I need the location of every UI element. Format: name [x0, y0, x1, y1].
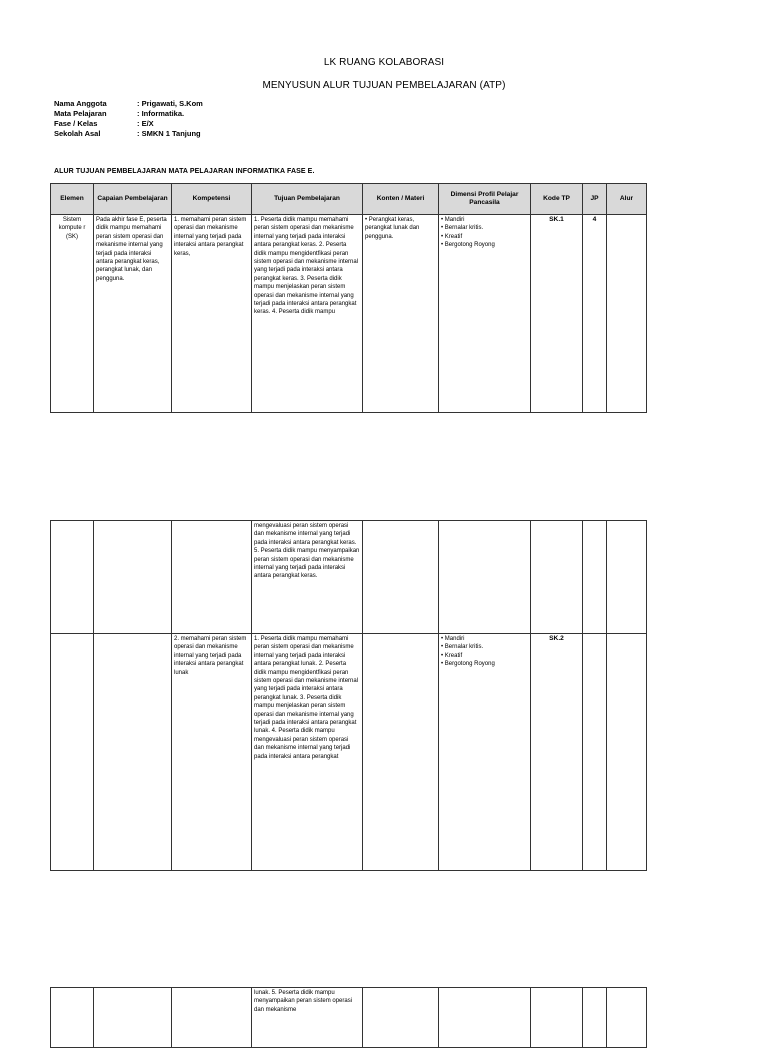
meta-label: Nama Anggota	[54, 99, 107, 108]
cell-tujuan: 1. Peserta didik mampu memahami peran sistem operasi dan mekanisme internal yang terjadi pada interaksi antara perangkat lunak. 2. Peserta didik mampu mengidentfikasi peran sistem operasi dan mekanisme internal yang terjadi pada interaksi antara perangkat lunak. 3. Peserta didik mampu menjelaskan peran sistem operasi dan mekanisme internal yang terjadi pada interaksi antara perangkat lunak. 4. Peserta didik mampu mengevaluasi peran sistem operasi dan mekanisme internal yang terjadi pada interaksi antara perangkat	[252, 634, 363, 871]
meta-row-mapel	[54, 109, 203, 119]
cell-capaian	[94, 634, 172, 871]
header-tujuan: Tujuan Pembelajaran	[252, 184, 363, 215]
cell-konten	[363, 988, 439, 1048]
atp-table-page-1	[50, 183, 647, 413]
list-item: • Mandiri	[441, 635, 528, 643]
list-item: • Kreatif	[441, 652, 528, 660]
cell-konten: • Perangkat keras, perangkat lunak dan pengguna.	[363, 215, 439, 413]
cell-capaian	[94, 521, 172, 634]
cell-tujuan: 1. Peserta didik mampu memahami peran sistem operasi dan mekanisme internal yang terjadi pada interaksi antara perangkat keras. 2. Peserta didik mampu mengidentfikasi peran sistem operasi dan mekanisme internal yang terjadi pada interaksi antara perangkat keras. 3. Peserta didik mampu menjelaskan peran sistem operasi dan mekanisme internal yang terjadi pada interaksi antara perangkat keras. 4. Peserta didik mampu	[252, 215, 363, 413]
document-title: LK RUANG KOLABORASI	[323, 57, 445, 68]
cell-jp: 4	[583, 215, 607, 413]
dimensi-list	[441, 216, 528, 250]
header-konten: Konten / Materi	[363, 184, 439, 215]
cell-konten	[363, 634, 439, 871]
cell-tujuan: mengevaluasi peran sistem operasi dan mekanisme internal yang terjadi pada interaksi antara perangkat keras. 5. Peserta didik mampu menyampaikan peran sistem operasi dan mekanisme internal yang terjadi pada interaksi antara perangkat keras.	[252, 521, 363, 634]
cell-elemen: Sistem kompute r (SK)	[51, 215, 94, 413]
cell-dimensi	[439, 215, 531, 413]
list-item: • Bernalar kritis.	[441, 224, 528, 232]
meta-label: Fase / Kelas	[54, 119, 98, 128]
meta-row-nama	[54, 99, 203, 109]
header-capaian: Capaian Pembelajaran	[94, 184, 172, 215]
table-row	[51, 988, 647, 1048]
cell-alur	[607, 215, 647, 413]
meta-value: : SMKN 1 Tanjung	[137, 129, 201, 138]
cell-dimensi	[439, 634, 531, 871]
cell-kompetensi	[172, 988, 252, 1048]
cell-capaian: Pada akhir fase E, peserta didik mampu memahami peran sistem operasi dan mekanisme internal yang terjadi pada interaksi antara perangkat keras, perangkat lunak, dan pengguna.	[94, 215, 172, 413]
meta-value: : Prigawati, S.Kom	[137, 99, 203, 108]
dimensi-list	[441, 635, 528, 669]
atp-table-page-2	[50, 520, 647, 871]
table-row	[51, 634, 647, 871]
meta-label: Sekolah Asal	[54, 129, 101, 138]
cell-jp	[583, 634, 607, 871]
cell-kompetensi: 1. memahami peran sistem operasi dan mekanisme internal yang terjadi pada interaksi antara perangkat keras,	[172, 215, 252, 413]
cell-jp	[583, 521, 607, 634]
cell-kompetensi	[172, 521, 252, 634]
atp-table-page-3	[50, 987, 647, 1048]
header-elemen: Elemen	[51, 184, 94, 215]
cell-elemen	[51, 521, 94, 634]
cell-kompetensi: 2. memahami peran sistem operasi dan mekanisme internal yang terjadi pada interaksi antara perangkat lunak	[172, 634, 252, 871]
cell-capaian	[94, 988, 172, 1048]
member-info	[54, 99, 203, 139]
document-subtitle: MENYUSUN ALUR TUJUAN PEMBELAJARAN (ATP)	[262, 80, 506, 91]
header-alur: Alur	[607, 184, 647, 215]
meta-row-fase	[54, 119, 203, 129]
cell-konten	[363, 521, 439, 634]
cell-kode: SK.1	[531, 215, 583, 413]
cell-dimensi	[439, 521, 531, 634]
header-dimensi: Dimensi Profil Pelajar Pancasila	[439, 184, 531, 215]
cell-alur	[607, 521, 647, 634]
cell-kode: SK.2	[531, 634, 583, 871]
cell-kode	[531, 521, 583, 634]
cell-elemen	[51, 634, 94, 871]
header-jp: JP	[583, 184, 607, 215]
table-header-row	[51, 184, 647, 215]
list-item: • Bergotong Royong	[441, 241, 528, 249]
cell-dimensi	[439, 988, 531, 1048]
cell-jp	[583, 988, 607, 1048]
table-row	[51, 521, 647, 634]
meta-value: : E/X	[137, 119, 154, 128]
cell-alur	[607, 988, 647, 1048]
header-kompetensi: Kompetensi	[172, 184, 252, 215]
list-item: • Mandiri	[441, 216, 528, 224]
meta-label: Mata Pelajaran	[54, 109, 107, 118]
header-kode: Kode TP	[531, 184, 583, 215]
cell-kode	[531, 988, 583, 1048]
cell-alur	[607, 634, 647, 871]
list-item: • Kreatif	[441, 233, 528, 241]
list-item: • Bergotong Royong	[441, 660, 528, 668]
cell-elemen	[51, 988, 94, 1048]
list-item: • Bernalar kritis.	[441, 643, 528, 651]
table-row	[51, 215, 647, 413]
meta-row-sekolah	[54, 129, 203, 139]
meta-value: : Informatika.	[137, 109, 185, 118]
cell-tujuan: lunak. 5. Peserta didik mampu menyampaikan peran sistem operasi dan mekanisme	[252, 988, 363, 1048]
section-heading: ALUR TUJUAN PEMBELAJARAN MATA PELAJARAN INFORMATIKA FASE E.	[54, 168, 315, 175]
